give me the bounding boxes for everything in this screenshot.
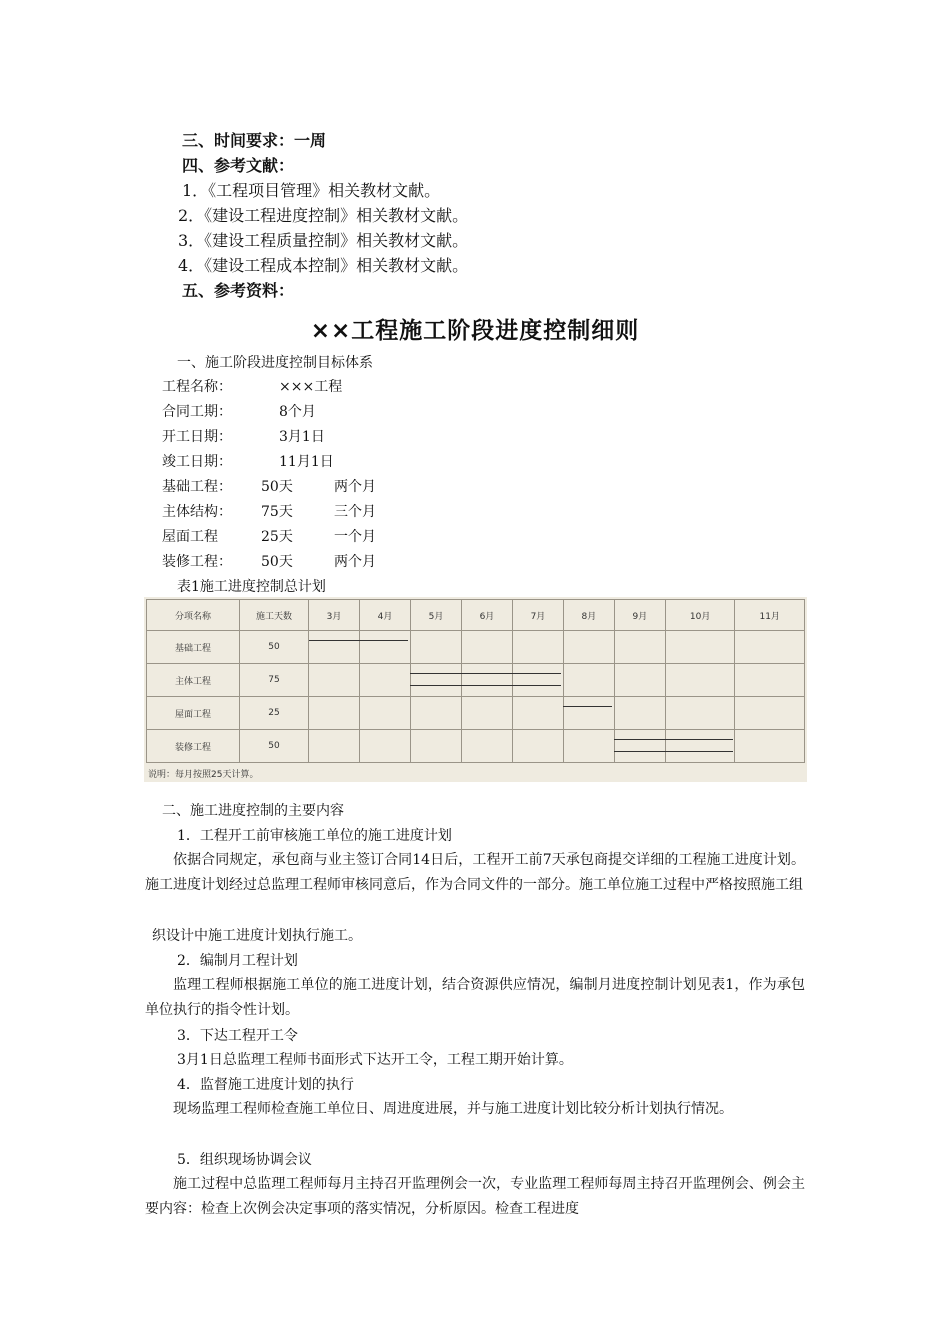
month-cell [665, 664, 735, 697]
reference-item-2: 2．《建设工程进度控制》相关教材文献。 [178, 206, 469, 225]
gantt-bar [410, 673, 561, 674]
info-value: 25天 [261, 529, 293, 545]
month-cell [461, 664, 512, 697]
month-cell [309, 631, 360, 664]
info-label: 工程名称： [162, 379, 232, 395]
header-cell-month: 8月 [563, 600, 614, 631]
month-cell [359, 697, 410, 730]
section-3-heading: 三、时间要求：一周 [182, 131, 327, 150]
month-cell [461, 631, 512, 664]
month-cell [563, 697, 614, 730]
header-cell-month: 4月 [359, 600, 410, 631]
month-cell [512, 664, 563, 697]
item-3-paragraph: 3月1日总监理工程师书面形式下达开工令，工程工期开始计算。 [177, 1052, 573, 1068]
header-cell-month: 7月 [512, 600, 563, 631]
info-note: 两个月 [334, 554, 376, 570]
section-4-heading: 四、参考文献： [182, 156, 295, 175]
item-5-heading: 5．组织现场协调会议 [177, 1152, 312, 1168]
month-cell [735, 697, 805, 730]
info-value: 8个月 [279, 404, 316, 420]
gantt-bar [563, 706, 612, 707]
table-row [147, 631, 805, 664]
month-cell [563, 631, 614, 664]
item-1-paragraph-continued: 织设计中施工进度计划执行施工。 [152, 928, 362, 944]
month-cell [614, 664, 665, 697]
info-value: 50天 [261, 554, 293, 570]
item-3-heading: 3．下达工程开工令 [177, 1028, 298, 1044]
table-row [147, 697, 805, 730]
month-cell [563, 730, 614, 763]
month-cell [735, 664, 805, 697]
month-cell [410, 730, 461, 763]
month-cell [359, 730, 410, 763]
month-cell [665, 697, 735, 730]
gantt-bar [309, 640, 409, 641]
month-cell [309, 664, 360, 697]
info-note: 两个月 [334, 479, 376, 495]
month-cell [512, 697, 563, 730]
task-name-cell: 装修工程 [147, 730, 240, 763]
info-value: 3月1日 [279, 429, 325, 445]
schedule-table-image [144, 597, 807, 782]
reference-item-1: 1．《工程项目管理》相关教材文献。 [182, 181, 441, 200]
month-cell [665, 730, 735, 763]
item-2-heading: 2．编制月工程计划 [177, 953, 298, 969]
item-2-paragraph: 监理工程师根据施工单位的施工进度计划，结合资源供应情况，编制月进度控制计划见表1，作为承包单位执行的指令性计划。 [145, 977, 805, 1018]
header-cell-month: 11月 [735, 600, 805, 631]
document-title: ××工程施工阶段进度控制细则 [310, 318, 640, 344]
info-label: 开工日期： [162, 429, 232, 445]
section-5-heading: 五、参考资料： [182, 281, 295, 300]
month-cell [665, 631, 735, 664]
month-cell [461, 730, 512, 763]
table-row [147, 730, 805, 763]
header-cell-days: 施工天数 [240, 600, 309, 631]
info-label: 主体结构： [162, 504, 232, 520]
item-1-paragraph: 依据合同规定，承包商与业主签订合同14日后，工程开工前7天承包商提交详细的工程施工进度计划。施工进度计划经过总监理工程师审核同意后，作为合同文件的一部分。施工单位施工过程中严格按照施工组 [145, 852, 805, 893]
month-cell [309, 697, 360, 730]
month-cell [410, 664, 461, 697]
month-cell [461, 697, 512, 730]
month-cell [410, 631, 461, 664]
info-label: 装修工程： [162, 554, 232, 570]
item-1-heading: 1．工程开工前审核施工单位的施工进度计划 [177, 828, 452, 844]
month-cell [735, 730, 805, 763]
table-row [147, 664, 805, 697]
info-label: 屋面工程 [162, 529, 218, 545]
task-name-cell: 基础工程 [147, 631, 240, 664]
month-cell [512, 730, 563, 763]
task-name-cell: 主体工程 [147, 664, 240, 697]
month-cell [614, 730, 665, 763]
month-cell [359, 664, 410, 697]
month-cell [359, 631, 410, 664]
header-cell-name: 分项名称 [147, 600, 240, 631]
gantt-bar [614, 739, 733, 740]
reference-item-4: 4．《建设工程成本控制》相关教材文献。 [178, 256, 469, 275]
task-days-cell: 50 [240, 730, 309, 763]
info-value: 50天 [261, 479, 293, 495]
month-cell [614, 631, 665, 664]
info-label: 合同工期： [162, 404, 232, 420]
task-days-cell: 25 [240, 697, 309, 730]
task-days-cell: 75 [240, 664, 309, 697]
month-cell [735, 631, 805, 664]
month-cell [563, 664, 614, 697]
table-header-row [147, 600, 805, 631]
month-cell [614, 697, 665, 730]
table-note: 说明：每月按照25天计算。 [148, 770, 259, 780]
table-caption: 表1施工进度控制总计划 [177, 579, 326, 595]
month-cell [410, 697, 461, 730]
header-cell-month: 10月 [665, 600, 735, 631]
gantt-bar [410, 685, 561, 686]
task-days-cell: 50 [240, 631, 309, 664]
month-cell [309, 730, 360, 763]
info-note: 一个月 [334, 529, 376, 545]
info-label: 竣工日期： [162, 454, 232, 470]
part-2-heading: 二、施工进度控制的主要内容 [162, 803, 344, 819]
reference-item-3: 3．《建设工程质量控制》相关教材文献。 [178, 231, 469, 250]
item-5-paragraph: 施工过程中总监理工程师每月主持召开监理例会一次，专业监理工程师每周主持召开监理例会、例会主要内容：检查上次例会决定事项的落实情况，分析原因。检查工程进度 [145, 1176, 805, 1217]
info-label: 基础工程： [162, 479, 232, 495]
item-4-paragraph: 现场监理工程师检查施工单位日、周进度进展，并与施工进度计划比较分析计划执行情况。 [173, 1101, 733, 1117]
header-cell-month: 6月 [461, 600, 512, 631]
header-cell-month: 3月 [309, 600, 360, 631]
header-cell-month: 5月 [410, 600, 461, 631]
gantt-bar [614, 751, 733, 752]
item-4-heading: 4．监督施工进度计划的执行 [177, 1077, 354, 1093]
task-name-cell: 屋面工程 [147, 697, 240, 730]
info-value: ×××工程 [279, 379, 343, 395]
month-cell [512, 631, 563, 664]
part-1-heading: 一、施工阶段进度控制目标体系 [177, 355, 373, 371]
schedule-table [146, 599, 805, 763]
info-note: 三个月 [334, 504, 376, 520]
header-cell-month: 9月 [614, 600, 665, 631]
info-value: 11月1日 [279, 454, 334, 470]
info-value: 75天 [261, 504, 293, 520]
